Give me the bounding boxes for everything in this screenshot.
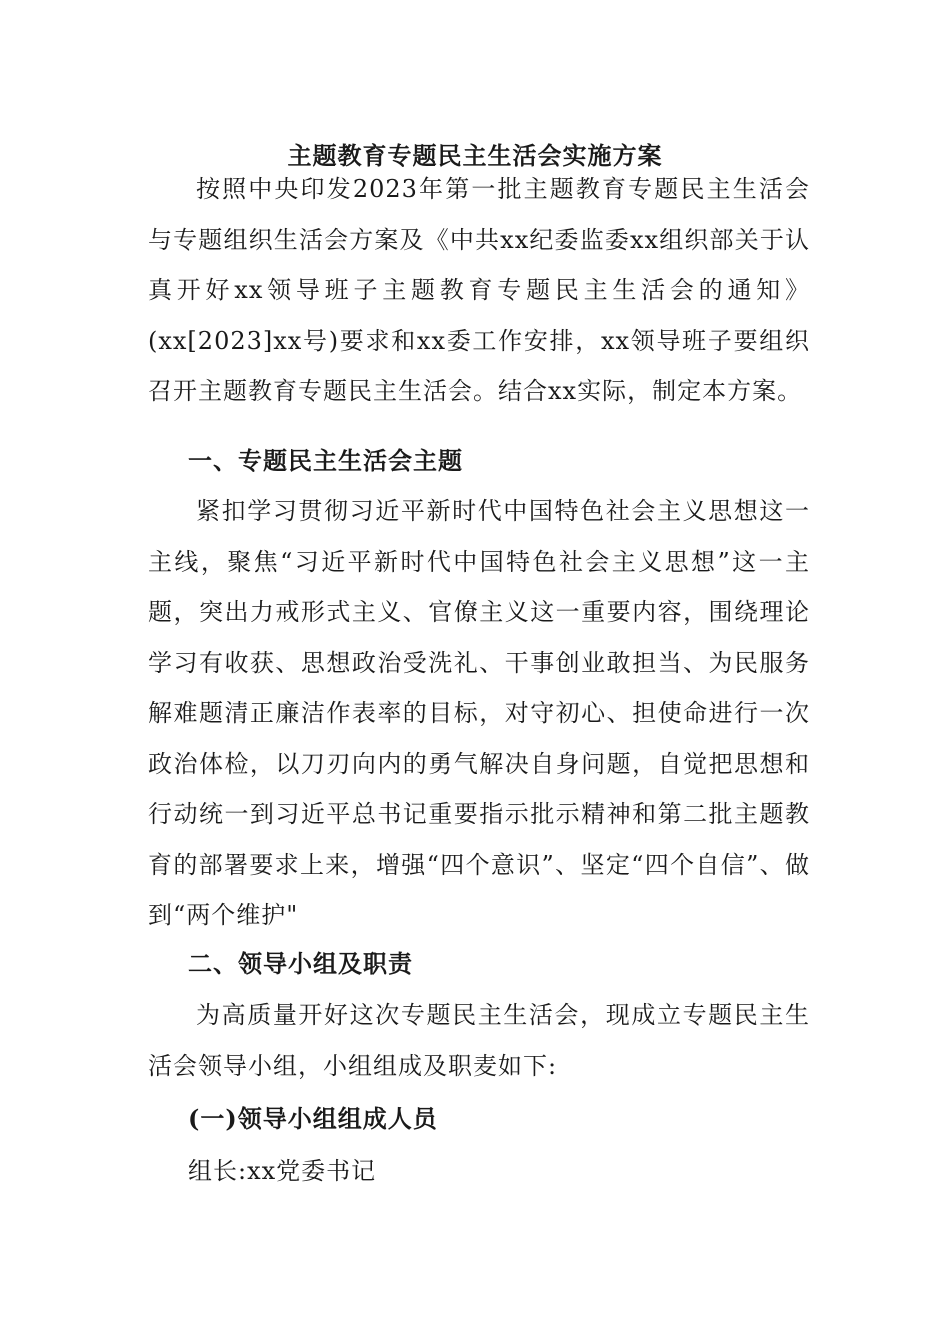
section2-heading: 二、领导小组及职责 bbox=[188, 949, 413, 978]
document-title: 主题教育专题民主生活会实施方案 bbox=[287, 141, 663, 170]
section1-paragraph: 紧扣学习贯彻习近平新时代中国特色社会主义思想这一主线，聚焦“习近平新时代中国特色社会主义思想”这一主题，突出力戒形式主义、官僚主义这一重要内容，围绕理论学习有收获、思想政治受洗礼、干事创业敢担当、为民服务解难题清正廉洁作表率的目标，对守初心、担使命进行一次政治体检，以刀刃向内的勇气解决自身问题，自觉把思想和行动统一到习近平总书记重要指示批示精神和第二批主题教育的部署要求上来，增强“四个意识”、坚定“四个自信”、做到“两个维护" bbox=[148, 497, 810, 929]
section2-paragraph: 为高质量开好这次专题民主生活会，现成立专题民主生活会领导小组，小组组成及职麦如下: bbox=[148, 1001, 810, 1080]
intro-paragraph: 按照中央印发2023年第一批主题教育专题民主生活会与专题组织生活会方案及《中共xx纪委监委xx组织部关于认真开好xx领导班子主题教育专题民主生活会的通知》(xx[2023]xx号)要求和xx委工作安排，xx领导班子要组织召开主题教育专题民主生活会。结合xx实际，制定本方案。 bbox=[148, 175, 810, 405]
subsection-heading: (一)领导小组组成人员 bbox=[188, 1104, 438, 1133]
section1-heading: 一、专题民主生活会主题 bbox=[188, 446, 463, 475]
group-leader-line: 组长:xx党委书记 bbox=[188, 1157, 377, 1185]
